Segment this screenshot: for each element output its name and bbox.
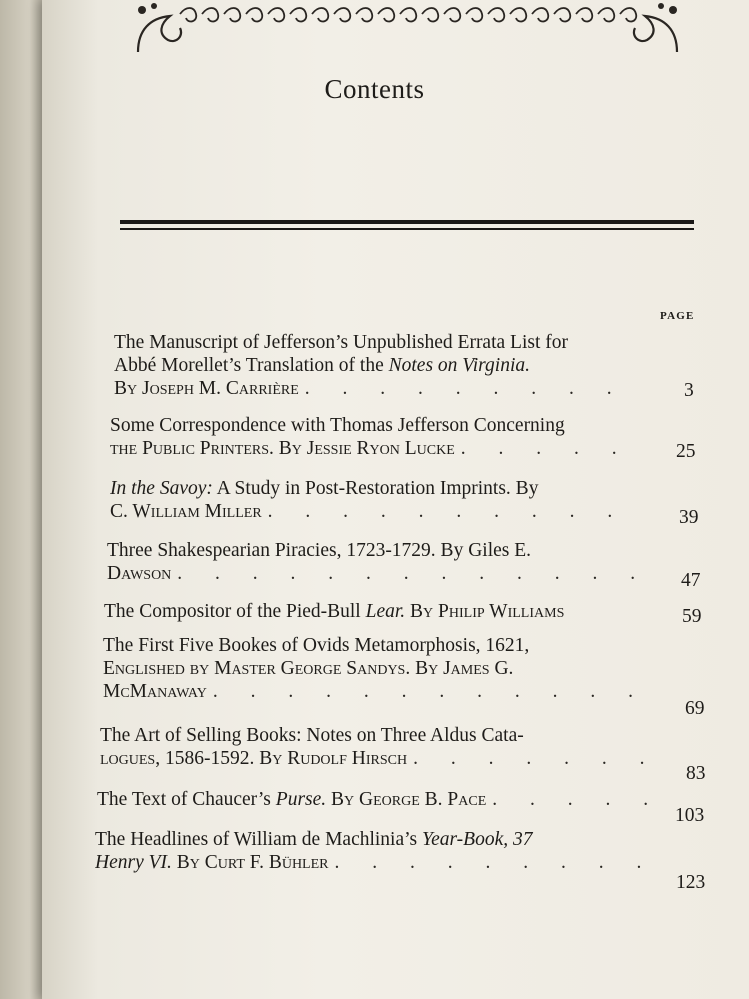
page-number: 3	[684, 380, 694, 401]
entry-title-line: Three Shakespearian Piracies, 1723-1729. By Giles E.	[107, 540, 532, 561]
double-rule-divider	[120, 220, 694, 232]
entry-title-line: Englished by Master George Sandys. By James G.	[103, 658, 514, 679]
page-number: 103	[675, 805, 705, 826]
dot-leader	[492, 788, 651, 811]
page-number: 123	[676, 872, 706, 893]
toc-entry	[104, 600, 664, 623]
toc-entry	[103, 634, 649, 703]
dot-leader	[213, 680, 643, 703]
entry-title-line: The Manuscript of Jefferson’s Unpublished Errata List for	[114, 332, 568, 353]
decorative-border-ornament	[130, 0, 685, 56]
toc-entry	[100, 724, 652, 770]
entry-title-line: logues, 1586-1592. By Rudolf Hirsch	[100, 748, 408, 769]
entry-title-line: In the Savoy: A Study in Post-Restoration Imprints. By	[110, 478, 539, 499]
dot-leader	[268, 500, 638, 523]
entry-title-line: The Compositor of the Pied-Bull Lear. By Philip Williams	[104, 601, 565, 622]
page-number: 83	[686, 763, 706, 784]
dot-leader	[305, 377, 638, 400]
entry-title-line: Some Correspondence with Thomas Jefferson Concerning	[110, 415, 565, 436]
page-number: 69	[685, 698, 705, 719]
dot-leader	[413, 747, 646, 770]
entry-title-line: The Headlines of William de Machlinia’s Year-Book, 37	[95, 829, 533, 850]
page-number: 39	[679, 507, 699, 528]
page-number: 47	[681, 570, 701, 591]
entry-author: Dawson	[107, 563, 172, 584]
toc-entry	[107, 539, 644, 585]
dot-leader	[461, 437, 638, 460]
entry-author: Henry VI. By Curt F. Bühler	[95, 852, 329, 873]
toc-entry	[114, 331, 644, 400]
entry-title-line: Abbé Morellet’s Translation of the Notes on Virginia.	[114, 355, 530, 376]
page-column-label: PAGE	[660, 310, 695, 322]
dot-leader	[335, 851, 656, 874]
entry-title-line: The First Five Bookes of Ovids Metamorphosis, 1621,	[103, 635, 530, 656]
page-number: 25	[676, 441, 696, 462]
toc-entry	[110, 414, 644, 460]
toc-entry	[110, 477, 644, 523]
book-gutter	[0, 0, 42, 999]
entry-title-line: The Art of Selling Books: Notes on Three Aldus Cata-	[100, 725, 524, 746]
entry-author: By Joseph M. Carrière	[114, 378, 299, 399]
entry-author: C. William Miller	[110, 501, 262, 522]
page-title: Contents	[324, 74, 425, 104]
dot-leader	[177, 562, 638, 585]
entry-title-line: The Text of Chaucer’s Purse. By George B. Pace	[97, 789, 487, 810]
entry-author: McManaway	[103, 681, 207, 702]
toc-entry	[97, 788, 657, 811]
entry-title-line: the Public Printers. By Jessie Ryon Lucke	[110, 438, 455, 459]
page-number: 59	[682, 606, 702, 627]
toc-entry	[95, 828, 661, 874]
